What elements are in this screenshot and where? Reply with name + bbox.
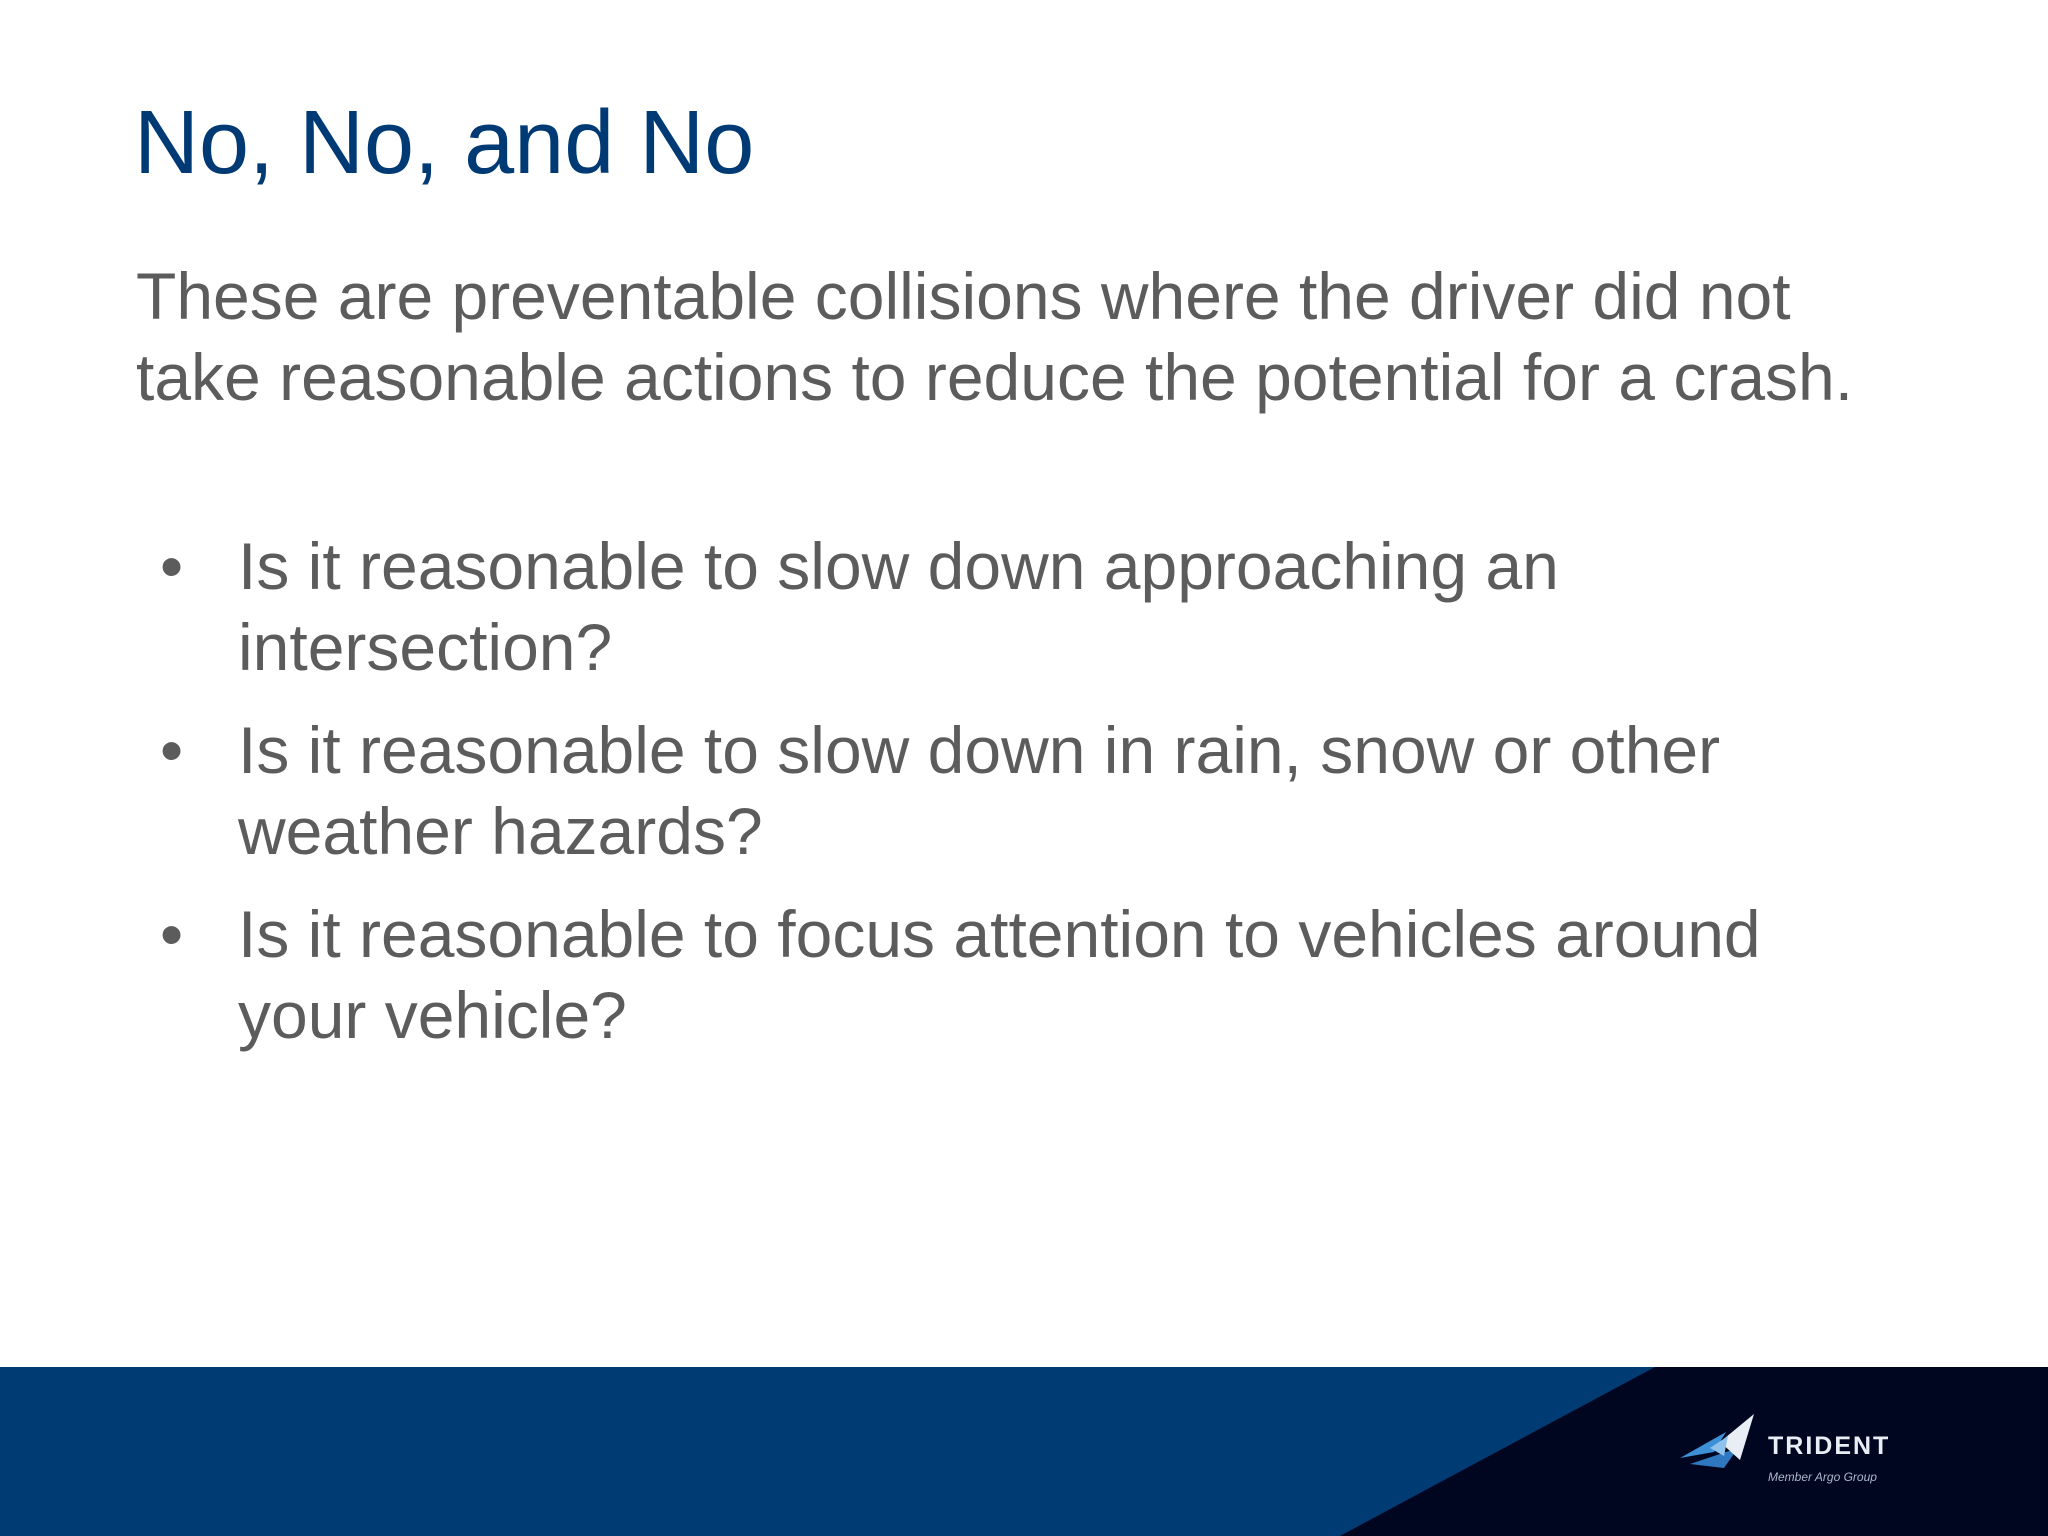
trident-logo-icon xyxy=(1680,1412,1766,1476)
body-paragraph: These are preventable collisions where the driver did not take reasonable actions to reduce the potential for a crash. xyxy=(136,259,1854,414)
bullet-text: Is it reasonable to focus attention to vehicles around your vehicle? xyxy=(238,897,1761,1052)
bullet-text: Is it reasonable to slow down approaching an intersection? xyxy=(238,529,1559,684)
bullet-icon: • xyxy=(160,529,184,603)
bullet-icon: • xyxy=(160,897,184,971)
logo-tagline: Member Argo Group xyxy=(1768,1470,1877,1484)
logo-wordmark: TRIDENT xyxy=(1768,1432,1891,1460)
bullet-text: Is it reasonable to slow down in rain, snow or other weather hazards? xyxy=(238,713,1721,868)
slide-title: No, No, and No xyxy=(134,93,755,193)
bullet-icon: • xyxy=(160,713,184,787)
trident-logo xyxy=(1680,1412,1920,1492)
